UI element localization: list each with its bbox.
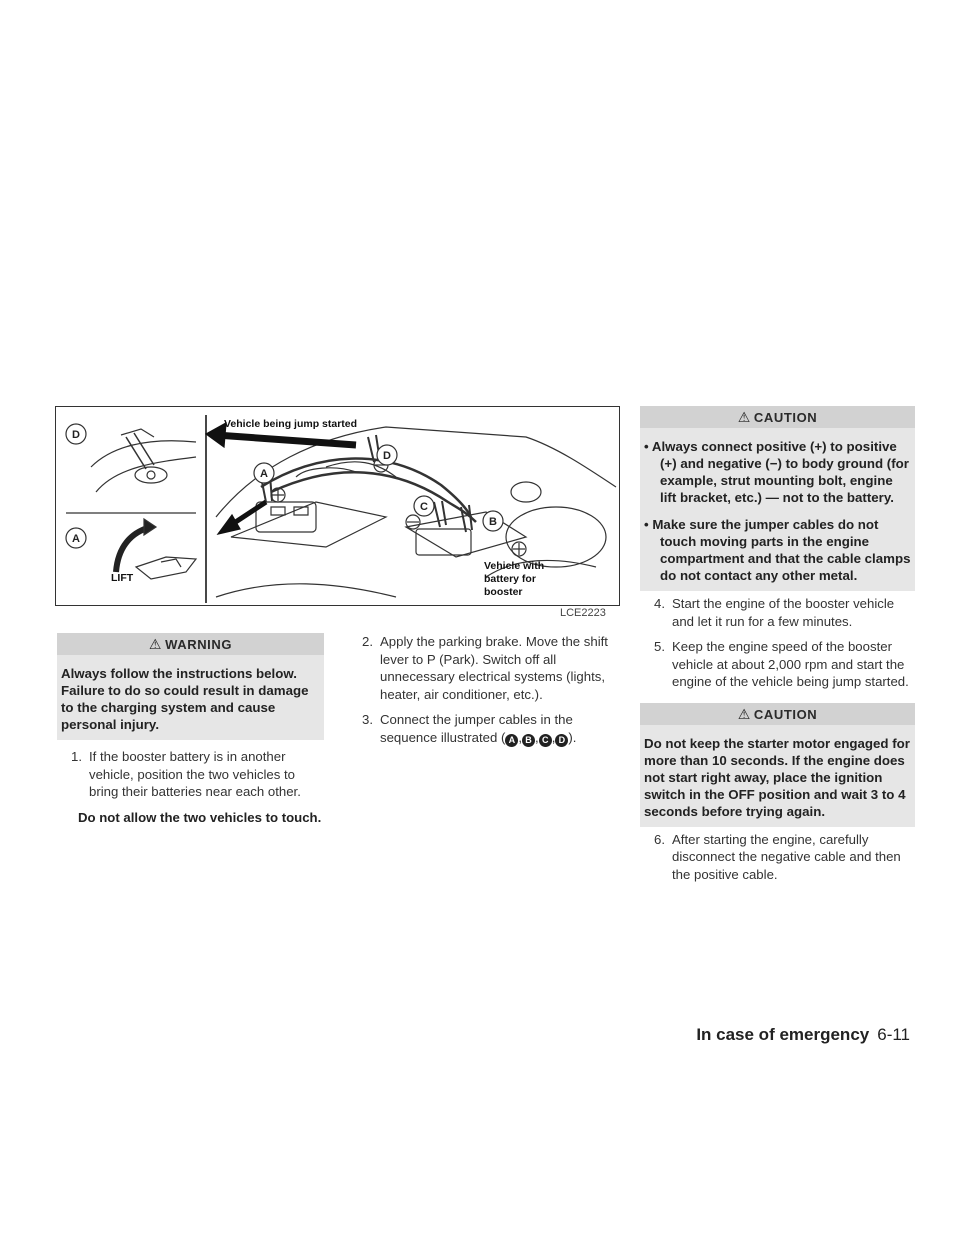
- vehicle-booster-label-1: Vehicle with: [484, 560, 545, 572]
- page-footer: [696, 1025, 910, 1045]
- step-3: 3. Connect the jumper cables in the sequence illustrated ( A , B , C , D ).: [362, 712, 577, 745]
- step-6-number: 6.: [654, 831, 665, 847]
- caution-2-box: [640, 725, 915, 827]
- callout-d-inset: D: [72, 429, 80, 441]
- caution-1-box: [640, 428, 915, 591]
- caution-2-text: Do not keep the starter motor engaged for more than 10 seconds. If the engine does not start right away, place the ignition switch in the OFF position and wait 3 to 4 seconds before trying again.: [644, 735, 910, 819]
- page-number: 6-11: [877, 1025, 910, 1044]
- caution-2-header: [640, 703, 915, 725]
- step-2: [348, 633, 616, 703]
- warning-box: [57, 655, 324, 740]
- callout-b: B: [489, 516, 497, 528]
- caution-1-bullet-1: • Always connect positive (+) to positive (+) and negative (−) to body ground (for example, strut mounting bolt, engine lift bracket, etc.) — not to the battery.: [644, 439, 909, 505]
- step-3-text-end: ).: [568, 729, 577, 745]
- step-6-text: After starting the engine, carefully disconnect the negative cable and then the positive cable.: [672, 831, 901, 882]
- step-5: [640, 638, 915, 691]
- callout-a: A: [260, 468, 268, 480]
- engine-compartment-drawing: [56, 407, 620, 606]
- step-4-text: Start the engine of the booster vehicle and let it run for a few minutes.: [672, 596, 895, 629]
- caution-1-bullet-2: • Make sure the jumper cables do not touch moving parts in the engine compartment and that the cable clamps do not contact any other metal.: [644, 517, 911, 583]
- callout-d: D: [383, 450, 391, 462]
- step-4: [640, 595, 915, 630]
- callout-a-inset: A: [72, 533, 80, 545]
- step-4-number: 4.: [654, 596, 665, 611]
- vehicle-booster-label-3: booster: [484, 586, 523, 598]
- step-6: [640, 831, 915, 884]
- step-1: [57, 748, 324, 801]
- callout-c: C: [420, 501, 428, 513]
- section-title: In case of emergency: [696, 1025, 870, 1044]
- caution-2-icon: ⚠: [737, 705, 751, 722]
- seq-a-icon: A: [505, 734, 518, 747]
- step-1-note: Do not allow the two vehicles to touch.: [78, 809, 322, 825]
- column-1: [57, 633, 324, 826]
- warning-header: [57, 633, 324, 655]
- caution-1-header: [640, 406, 915, 428]
- caution-1-icon: ⚠: [737, 409, 751, 425]
- column-3: [640, 406, 915, 883]
- step-1-number: 1.: [71, 749, 82, 764]
- step-5-text: Keep the engine speed of the booster vehicle at about 2,000 rpm and start the engine of the vehicle being jump started.: [672, 639, 909, 689]
- step-5-number: 5.: [654, 639, 665, 654]
- warning-title: WARNING: [165, 637, 233, 652]
- figure-code: LCE2223: [560, 607, 606, 619]
- step-2-number: 2.: [362, 634, 373, 649]
- step-1-text: If the booster battery is in another vehicle, position the two vehicles to bring their batteries near each other.: [89, 749, 301, 799]
- warning-icon: ⚠: [148, 636, 163, 652]
- seq-c-icon: C: [539, 734, 552, 747]
- caution-1-bullet-1-text: Always connect positive (+) to positive (+) and negative (−) to body ground (for example, strut mounting bolt, engine lift bracket, etc.) — not to the battery.: [651, 439, 909, 505]
- jump-start-illustration: [55, 406, 620, 606]
- vehicle-booster-label-2: battery for: [484, 573, 536, 585]
- step-2-text: Apply the parking brake. Move the shift lever to P (Park). Switch off all unnecessary electrical systems (lights, heater, air conditioner, etc.).: [380, 634, 608, 702]
- seq-d-icon: D: [555, 734, 568, 747]
- caution-1-title: CAUTION: [753, 410, 818, 425]
- step-3-text: Connect the jumper cables in the sequence illustrated (: [380, 712, 573, 745]
- seq-b-icon: B: [522, 734, 535, 747]
- column-2: [348, 633, 616, 747]
- caution-1-bullet-2-text: Make sure the jumper cables do not touch moving parts in the engine compartment and that the cable clamps do not contact any other metal.: [652, 517, 911, 583]
- caution-2-title: CAUTION: [753, 706, 818, 722]
- step-3-number: 3.: [362, 712, 373, 727]
- warning-text: Always follow the instructions below. Failure to do so could result in damage to the charging system and cause personal injury.: [61, 666, 309, 732]
- lift-label: LIFT: [111, 572, 134, 584]
- vehicle-jump-label: Vehicle being jump started: [224, 418, 358, 430]
